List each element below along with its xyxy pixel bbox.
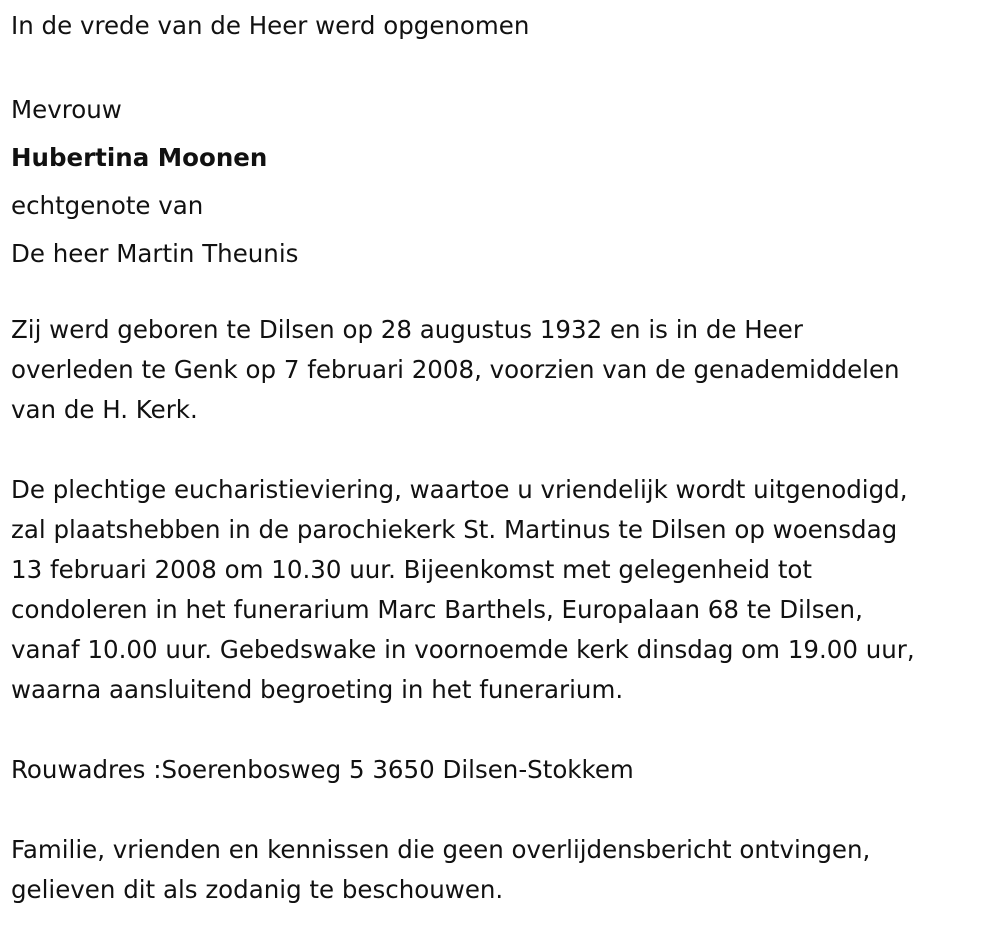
- service-line: De plechtige eucharistieviering, waartoe u vriendelijk wordt uitgenodigd,: [11, 475, 908, 504]
- birth-death-line: Zij werd geboren te Dilsen op 28 augustus 1932 en is in de Heer: [11, 315, 803, 344]
- title-text: Mevrouw: [11, 95, 122, 124]
- family-note-line: gelieven dit als zodanig te beschouwen.: [11, 875, 504, 904]
- intro-block: [11, 6, 529, 46]
- intro-text: In de vrede van de Heer werd opgenomen: [11, 11, 530, 40]
- address-paragraph: [11, 750, 986, 790]
- address-text: Rouwadres :Soerenbosweg 5 3650 Dilsen-Stokkem: [11, 755, 634, 784]
- family-note-line: Familie, vrienden en kennissen die geen overlijdensbericht ontvingen,: [11, 835, 871, 864]
- birth-death-line: overleden te Genk op 7 februari 2008, voorzien van de genademiddelen: [11, 355, 900, 384]
- service-line: condoleren in het funerarium Marc Barthels, Europalaan 68 te Dilsen,: [11, 595, 863, 624]
- spouse-name: De heer Martin Theunis: [11, 239, 299, 268]
- person-block: [11, 86, 298, 278]
- relation-text: echtgenote van: [11, 191, 204, 220]
- birth-death-paragraph: [11, 310, 986, 430]
- service-line: 13 februari 2008 om 10.30 uur. Bijeenkomst met gelegenheid tot: [11, 555, 813, 584]
- deceased-name: Hubertina Moonen: [11, 143, 268, 172]
- service-paragraph: [11, 470, 986, 710]
- family-note-paragraph: [11, 830, 986, 910]
- birth-death-line: van de H. Kerk.: [11, 395, 198, 424]
- service-line: waarna aansluitend begroeting in het funerarium.: [11, 675, 624, 704]
- service-line: vanaf 10.00 uur. Gebedswake in voornoemde kerk dinsdag om 19.00 uur,: [11, 635, 915, 664]
- service-line: zal plaatshebben in de parochiekerk St. Martinus te Dilsen op woensdag: [11, 515, 898, 544]
